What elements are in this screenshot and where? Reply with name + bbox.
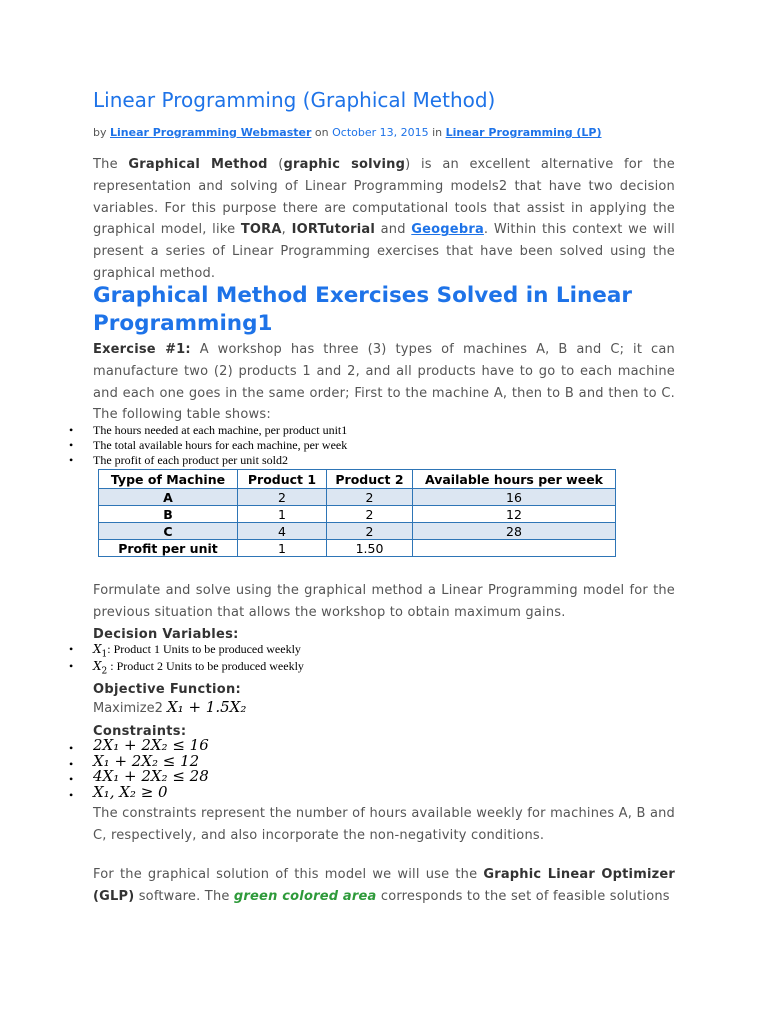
- byline-by: by: [93, 126, 107, 139]
- constraint-item: • 2X₁ + 2X₂ ≤ 16: [63, 738, 209, 754]
- list-item: • The hours needed at each machine, per product unit1: [63, 423, 347, 438]
- green-area-text: green colored area: [233, 888, 377, 904]
- formulate-paragraph: Formulate and solve using the graphical method a Linear Programming model for the previous situation that allows the workshop to obtain maximum gains.: [93, 583, 675, 620]
- intro-text-3: ) is an excellent alternative for the representation and solving of Linear Programming models2 that have two decision variables. For this purpose there are computational tools that assist in applying the graphical model, like: [93, 157, 675, 238]
- intro-bold-graphical-method: Graphical Method: [128, 157, 268, 172]
- intro-text-2: (: [267, 157, 284, 172]
- glp-text-3: corresponds to the set of feasible solutions: [376, 888, 670, 904]
- intro-text-4: ,: [281, 222, 292, 238]
- glp-paragraph: [93, 864, 675, 908]
- constraints-list: [63, 738, 209, 800]
- list-item: [63, 658, 304, 675]
- variable-subscript: 2: [101, 666, 108, 677]
- table-row: [99, 523, 616, 540]
- list-item: • The profit of each product per unit sold2: [63, 453, 347, 468]
- table-cell: 1: [238, 540, 327, 557]
- list-item: • The total available hours for each machine, per week: [63, 438, 347, 453]
- constraints-label: Constraints:: [93, 724, 187, 739]
- glp-text-1: For the graphical solution of this model we will use the: [93, 867, 484, 882]
- variable-subscript: 1: [101, 649, 108, 660]
- column-header: Product 2: [327, 470, 413, 489]
- variable-symbol: [93, 659, 108, 677]
- table-cell: 1.50: [327, 540, 413, 557]
- constraints-note-paragraph: The constraints represent the number of hours available weekly for machines A, B and C, respectively, and also incorporate the non-negativity conditions.: [93, 806, 675, 843]
- byline-on: on: [314, 126, 329, 139]
- intro-bold-iortutorial: IORTutorial: [291, 222, 376, 238]
- variable-letter: X: [93, 642, 102, 656]
- exercise-paragraph: [93, 339, 675, 426]
- constraint-item: • X₁, X₂ ≥ 0: [63, 785, 209, 801]
- constraint-item: • X₁ + 2X₂ ≤ 12: [63, 754, 209, 770]
- list-item: [63, 641, 304, 658]
- table-cell: [413, 540, 616, 557]
- table-cell: 2: [327, 506, 413, 523]
- geogebra-link[interactable]: Geogebra: [411, 222, 484, 238]
- objective-expression: X₁ + 1.5X₂: [167, 698, 247, 716]
- table-cell: 2: [327, 489, 413, 506]
- table-row: [99, 506, 616, 523]
- variable-symbol: [93, 642, 108, 660]
- variable-description: : Product 2 Units to be produced weekly: [107, 659, 304, 673]
- table-cell: 28: [413, 523, 616, 540]
- intro-text-5: and: [375, 222, 412, 238]
- column-header: Type of Machine: [99, 470, 238, 489]
- intro-text-1: The: [93, 157, 129, 172]
- machines-table: [98, 469, 616, 557]
- author-link[interactable]: Linear Programming Webmaster: [110, 126, 312, 139]
- table-header-row: [99, 470, 616, 489]
- post-date[interactable]: October 13, 2015: [332, 126, 429, 139]
- column-header: Product 1: [238, 470, 327, 489]
- byline: [93, 126, 602, 139]
- decision-variables-label: Decision Variables:: [93, 627, 239, 642]
- intro-bold-tora: TORA: [240, 222, 282, 238]
- objective-function-label: Objective Function:: [93, 682, 242, 697]
- objective-function: [93, 698, 246, 716]
- intro-text-6: . Within this context we will present a series of Linear Programming exercises that have been solved using the graphical method.: [93, 222, 675, 281]
- table-cell: C: [99, 523, 238, 540]
- column-header: Available hours per week: [413, 470, 616, 489]
- constraint-item: • 4X₁ + 2X₂ ≤ 28: [63, 769, 209, 785]
- table-cell: 2: [327, 523, 413, 540]
- category-link[interactable]: Linear Programming (LP): [445, 126, 602, 139]
- table-row: [99, 489, 616, 506]
- table-cell: 2: [238, 489, 327, 506]
- table-cell: 16: [413, 489, 616, 506]
- variable-description: : Product 1 Units to be produced weekly: [107, 642, 301, 656]
- intro-bold-graphic-solving: graphic solving: [283, 157, 406, 172]
- glp-text-2: software. The: [134, 888, 234, 904]
- section-heading: Graphical Method Exercises Solved in Linear Programming1: [93, 283, 632, 336]
- exercise-text: A workshop has three (3) types of machines A, B and C; it can manufacture two (2) products 1 and 2, and all products have to go to each machine and each one goes in the same order; First to the machine A, then to B and then to C. The following table shows:: [93, 342, 675, 423]
- table-cell: 4: [238, 523, 327, 540]
- glp-bold-software: Graphic Linear Optimizer (GLP): [93, 867, 676, 904]
- decision-variables-list: [63, 641, 304, 675]
- table-cell: 12: [413, 506, 616, 523]
- byline-in: in: [432, 126, 443, 139]
- table-cell: B: [99, 506, 238, 523]
- exercise-label: Exercise #1:: [93, 342, 191, 357]
- table-description-list: [63, 423, 347, 468]
- table-cell: Profit per unit: [99, 540, 238, 557]
- variable-letter: X: [93, 659, 102, 673]
- intro-paragraph: [93, 154, 675, 285]
- table-row: [99, 540, 616, 557]
- page-title: Linear Programming (Graphical Method): [93, 88, 496, 112]
- table-cell: A: [99, 489, 238, 506]
- objective-prefix: Maximize2: [93, 701, 163, 716]
- table-cell: 1: [238, 506, 327, 523]
